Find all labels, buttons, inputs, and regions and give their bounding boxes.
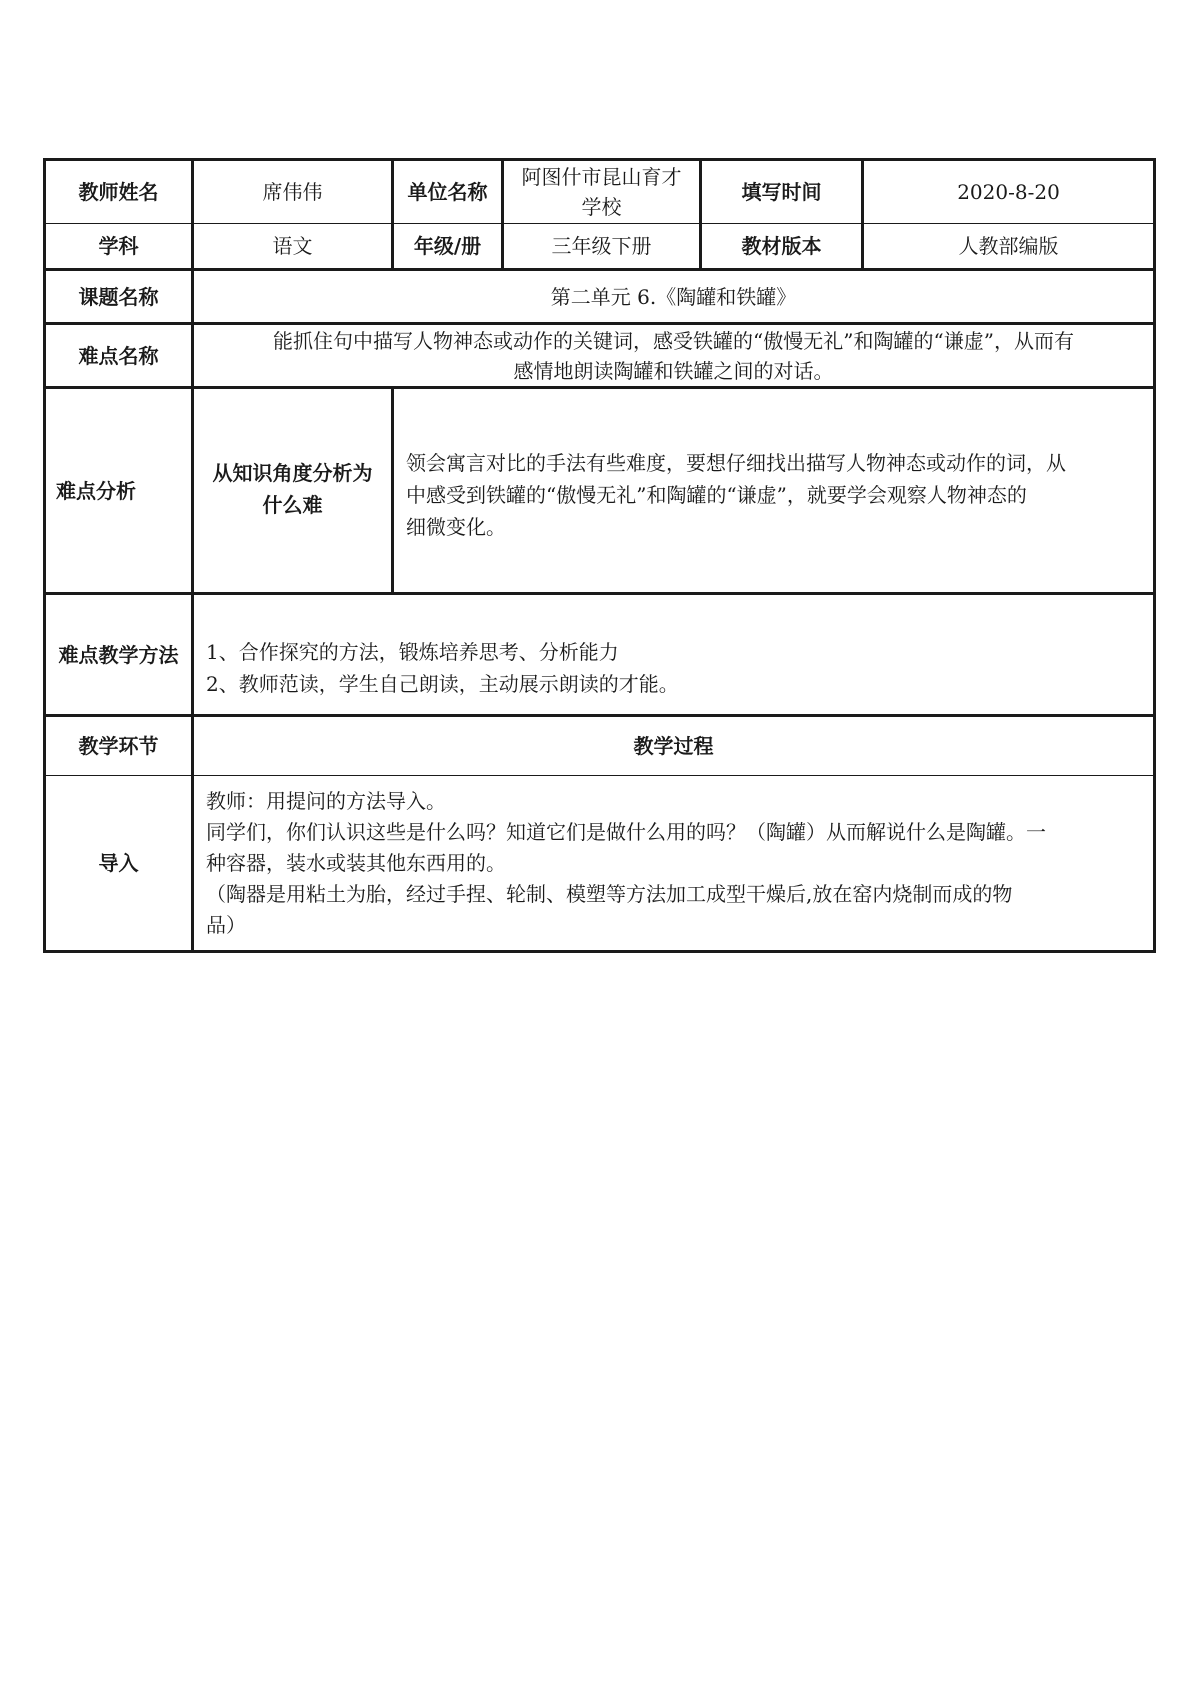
intro-line-4: （陶器是用粘土为胎，经过手捏、轮制、模塑等方法加工成型干燥后,放在窑内烧制而成的物 bbox=[206, 882, 1013, 906]
analysis-sub-label-line-2: 什么难 bbox=[262, 493, 323, 517]
subject-label: 学科 bbox=[45, 224, 193, 270]
analysis-sub-label bbox=[193, 388, 393, 594]
process-header-row bbox=[45, 716, 1155, 776]
header-row-1 bbox=[45, 160, 1155, 224]
teaching-stage-label: 教学环节 bbox=[45, 716, 193, 776]
fill-date-value: 2020-8-20 bbox=[863, 160, 1155, 224]
method-item-2: 2、教师范读，学生自己朗读，主动展示朗读的才能。 bbox=[206, 671, 679, 696]
topic-row bbox=[45, 270, 1155, 324]
analysis-value bbox=[393, 388, 1155, 594]
teaching-process-label: 教学过程 bbox=[193, 716, 1155, 776]
unit-name-line-2: 学校 bbox=[581, 195, 622, 219]
grade-value: 三年级下册 bbox=[503, 224, 701, 270]
methods-row bbox=[45, 594, 1155, 716]
methods-value bbox=[193, 594, 1155, 716]
teacher-name-label: 教师姓名 bbox=[45, 160, 193, 224]
intro-value bbox=[193, 776, 1155, 952]
difficulty-row bbox=[45, 324, 1155, 388]
analysis-label: 难点分析 bbox=[45, 388, 193, 594]
topic-label: 课题名称 bbox=[45, 270, 193, 324]
analysis-sub-label-line-1: 从知识角度分析为 bbox=[212, 461, 373, 485]
unit-name-value bbox=[503, 160, 701, 224]
intro-line-3: 种容器，装水或装其他东西用的。 bbox=[206, 851, 506, 875]
topic-value: 第二单元 6.《陶罐和铁罐》 bbox=[193, 270, 1155, 324]
grade-label: 年级/册 bbox=[393, 224, 503, 270]
fill-date-label: 填写时间 bbox=[701, 160, 863, 224]
difficulty-label: 难点名称 bbox=[45, 324, 193, 388]
method-item-1: 1、合作探究的方法，锻炼培养思考、分析能力 bbox=[206, 639, 619, 664]
intro-line-2: 同学们，你们认识这些是什么吗？知道它们是做什么用的吗？（陶罐）从而解说什么是陶罐。一 bbox=[206, 820, 1046, 844]
edition-label: 教材版本 bbox=[701, 224, 863, 270]
analysis-line-2: 中感受到铁罐的“傲慢无礼”和陶罐的“谦虚”，就要学会观察人物神态的 bbox=[406, 483, 1027, 507]
edition-value: 人教部编版 bbox=[863, 224, 1155, 270]
header-row-2 bbox=[45, 224, 1155, 270]
subject-value: 语文 bbox=[193, 224, 393, 270]
intro-row bbox=[45, 776, 1155, 952]
analysis-line-3: 细微变化。 bbox=[406, 515, 506, 539]
lesson-plan-table bbox=[43, 158, 1156, 953]
difficulty-value bbox=[193, 324, 1155, 388]
methods-label: 难点教学方法 bbox=[45, 594, 193, 716]
unit-name-label: 单位名称 bbox=[393, 160, 503, 224]
analysis-row bbox=[45, 388, 1155, 594]
analysis-line-1: 领会寓言对比的手法有些难度，要想仔细找出描写人物神态或动作的词，从 bbox=[406, 451, 1066, 475]
intro-line-1: 教师：用提问的方法导入。 bbox=[206, 789, 446, 813]
teacher-name-value: 席伟伟 bbox=[193, 160, 393, 224]
difficulty-line-2: 感情地朗读陶罐和铁罐之间的对话。 bbox=[513, 358, 834, 383]
intro-label: 导入 bbox=[45, 776, 193, 952]
unit-name-line-1: 阿图什市昆山育才 bbox=[521, 165, 682, 189]
intro-line-5: 品） bbox=[206, 913, 246, 937]
difficulty-line-1: 能抓住句中描写人物神态或动作的关键词，感受铁罐的“傲慢无礼”和陶罐的“谦虚”，从而有 bbox=[273, 328, 1074, 353]
